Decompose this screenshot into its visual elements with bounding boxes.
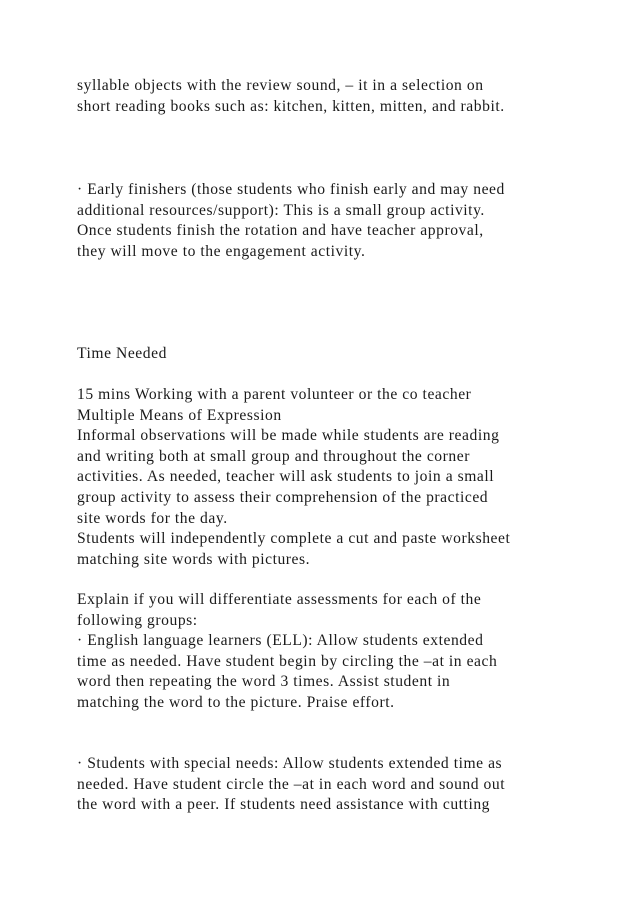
text-line: and writing both at small group and throughout the corner: [77, 447, 470, 465]
text-line: the word with a peer. If students need assistance with cutting: [77, 796, 491, 814]
text-line: additional resources/support): This is a small group activity.: [77, 201, 485, 219]
paragraph-special-needs: [77, 754, 627, 816]
text-line: Explain if you will differentiate assessments for each of the: [77, 591, 482, 608]
text-line: · Early finishers (those students who finish early and may need: [77, 181, 505, 198]
paragraph-differentiate-assessments: [77, 590, 627, 714]
text-line: matching the word to the picture. Praise effort.: [77, 693, 395, 711]
text-line: following groups:: [77, 611, 198, 629]
text-line: Once students finish the rotation and have teacher approval,: [77, 222, 484, 240]
heading-time-needed: [77, 344, 627, 365]
text-line: word then repeating the word 3 times. Assist student in: [77, 673, 451, 691]
paragraph-syllable-objects: [77, 76, 627, 117]
paragraph-early-finishers: [77, 180, 627, 262]
text-line: short reading books such as: kitchen, kitten, mitten, and rabbit.: [77, 97, 505, 115]
text-line: Time Needed: [77, 345, 167, 362]
text-line: time as needed. Have student begin by circling the –at in each: [77, 652, 498, 670]
text-line: · English language learners (ELL): Allow students extended: [77, 632, 484, 650]
text-line: Informal observations will be made while students are reading: [77, 427, 500, 445]
text-line: activities. As needed, teacher will ask students to join a small: [77, 468, 495, 486]
text-line: they will move to the engagement activity.: [77, 242, 366, 260]
text-line: site words for the day.: [77, 509, 228, 527]
text-line: Students will independently complete a cut and paste worksheet: [77, 530, 511, 548]
paragraph-time-details: [77, 385, 627, 570]
text-line: · Students with special needs: Allow students extended time as: [77, 755, 503, 772]
text-line: 15 mins Working with a parent volunteer or the co teacher: [77, 386, 472, 403]
text-line: syllable objects with the review sound, – it in a selection on: [77, 77, 484, 94]
text-line: matching site words with pictures.: [77, 550, 311, 568]
text-line: Multiple Means of Expression: [77, 406, 282, 424]
text-line: needed. Have student circle the –at in each word and sound out: [77, 775, 506, 793]
text-line: group activity to assess their comprehension of the practiced: [77, 488, 489, 506]
